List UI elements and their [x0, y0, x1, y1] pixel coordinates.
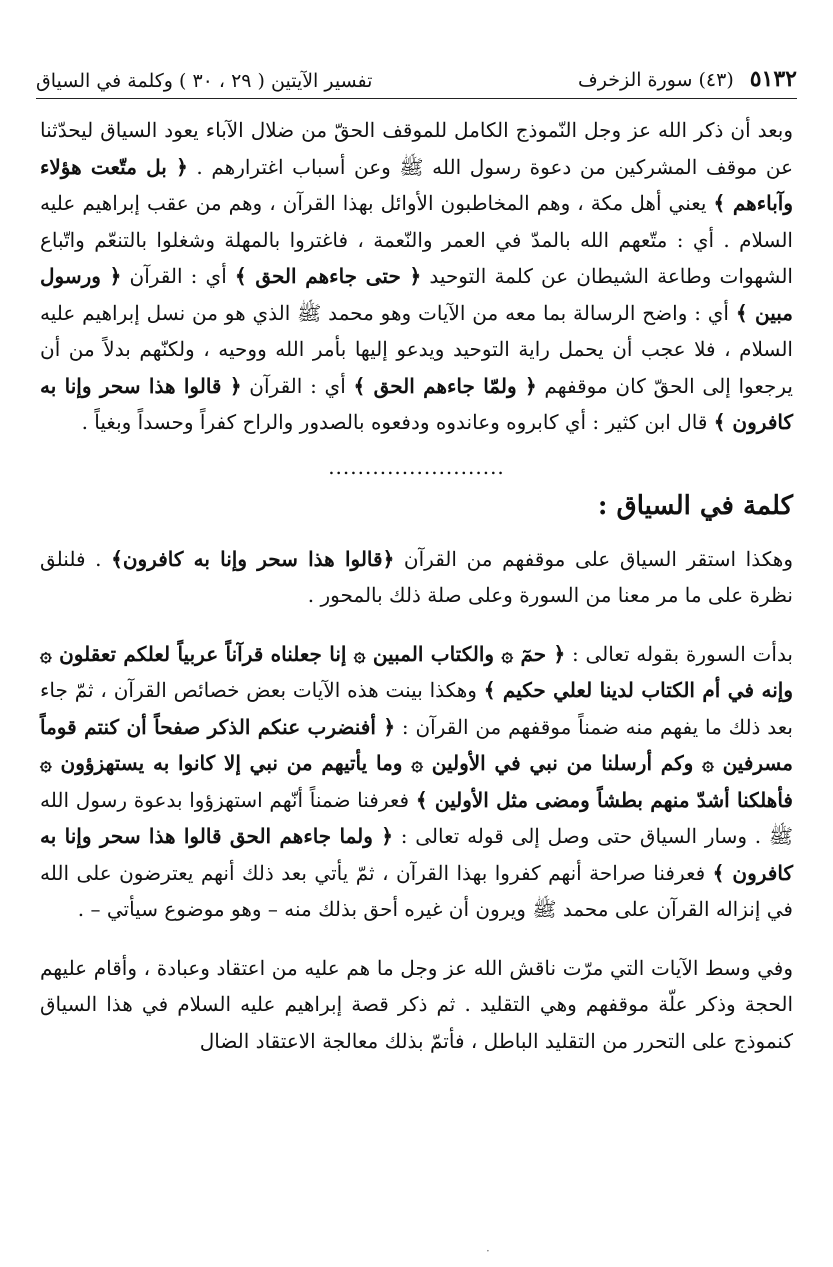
quran-verse: ﴿ قالوا هذا سحر وإنا به كافرون ﴾ [40, 373, 793, 434]
header-right-group [578, 66, 797, 92]
surah-label: (٤٣) سورة الزخرف [578, 69, 734, 91]
quran-verse: ﴿ ولما جاءهم الحق قالوا هذا سحر وإنا به كافرون ﴾ [40, 824, 793, 885]
quran-verse: ﴿ ورسول مبين ﴾ [40, 264, 793, 325]
text-run: أي : واضح الرسالة بما معه من الآيات وهو محمد ﷺ الذي هو من نسل إبراهيم عليه السلام ، فلا عجب أن يحمل راية التوحيد ويدعو إليها بأمر الله ووحيه ، ولكنّهم بدلاً من أن يرجعوا إلى الحقّ كان موقفهم [40, 300, 793, 398]
section-heading: كلمة في السياق : [597, 490, 793, 521]
quran-verse: ﴿ أفنضرب عنكم الذكر صفحاً أن كنتم قوماً مسرفين ۞ وكم أرسلنا من نبي في الأولين ۞ وما يأتيهم من نبي إلا كانوا به يستهزؤون ۞ فأهلكنا أشدّ منهم بطشاً ومضى مثل الأولين ﴾ [40, 714, 793, 812]
page-mark: · [486, 1244, 490, 1258]
text-run: أي : القرآن [241, 373, 354, 398]
text-run: بدأت السورة بقوله تعالى : [565, 641, 794, 666]
commentary-section [40, 112, 793, 441]
page-number: ٥١٣٢ [749, 66, 797, 92]
quran-verse: ﴿قالوا هذا سحر وإنا به كافرون﴾ [111, 546, 395, 571]
text-run: فعرفنا صراحة أنهم كفروا بهذا القرآن ، ثمّ يأتي بعد ذلك أنهم يعترضون على الله في إنزاله القرآن على محمد ﷺ ويرون أن غيره أحق بذلك منه – وهو موضوع سيأتي – . [40, 860, 793, 921]
text-run: فعرفنا ضمناً أنّهم استهزؤوا بدعوة رسول الله ﷺ . وسار السياق حتى وصل إلى قوله تعالى : [40, 787, 793, 848]
quran-verse: ﴿ حمٓ ۞ والكتاب المبين ۞ إنا جعلناه قرآناً عربياً لعلكم تعقلون ۞ وإنه في أم الكتاب لدينا لعلي حكيم ﴾ [40, 641, 793, 702]
paragraph [40, 950, 793, 1060]
text-run: . فلنلق نظرة على ما مر معنا من السورة وعلى صلة ذلك بالمحور . [40, 546, 793, 607]
quran-verse: ﴿ حتى جاءهم الحق ﴾ [234, 264, 422, 288]
text-run: وهكذا استقر السياق على موقفهم من القرآن [394, 546, 793, 571]
paragraph [40, 636, 793, 928]
section-title: تفسير الآيتين ( ٢٩ ، ٣٠ ) وكلمة في السياق [36, 70, 373, 92]
text-run: وفي وسط الآيات التي مرّت ناقش الله عز وجل ما هم عليه من اعتقاد وعبادة ، وأقام عليهم الحجة وذكر علّة موقفهم وهي التقليد . ثم ذكر قصة إبراهيم عليه السلام في هذا السياق كنموذج على التحرر من التقليد الباطل ، فأتمّ بذلك معالجة الاعتقاد الضال [40, 955, 793, 1053]
running-header [36, 52, 797, 99]
section-separator: ........................ [328, 454, 505, 479]
quran-verse: ﴿ ولمّا جاءهم الحق ﴾ [353, 373, 537, 398]
paragraph [40, 112, 793, 441]
text-run: قال ابن كثير : أي كابروه وعاندوه ودفعوه بالصدور والراح كفراً وحسداً وبغياً . [81, 410, 714, 434]
text-run: يعني أهل مكة ، وهم المخاطبون الأوائل بهذا القرآن ، وهم من عقب إبراهيم عليه السلام . أي : متّعهم الله بالمدّ في العمر والنّعمة ، فاغتروا بالمهلة وشغلوا بالتنعّم واتّباع الشهوات وطاعة الشيطان عن كلمة التوحيد [40, 191, 793, 288]
paragraph [40, 541, 793, 614]
text-run: وهكذا بينت هذه الآيات بعض خصائص القرآن ، ثمّ جاء بعد ذلك ما يفهم منه ضمناً موقفهم من القرآن : [40, 678, 794, 739]
text-run: أي : القرآن [121, 264, 235, 288]
context-section [40, 541, 793, 1060]
page-body [40, 112, 793, 1059]
text-run: وبعد أن ذكر الله عز وجل النّموذج الكامل للموقف الحقّ من ضلال الآباء يعود السياق ليحدّثنا عن موقف المشركين من دعوة رسول الله ﷺ وعن أسباب اغترارهم . [40, 118, 793, 179]
quran-verse: ﴿ بل متّعت هؤلاء وآباءهم ﴾ [40, 154, 794, 215]
